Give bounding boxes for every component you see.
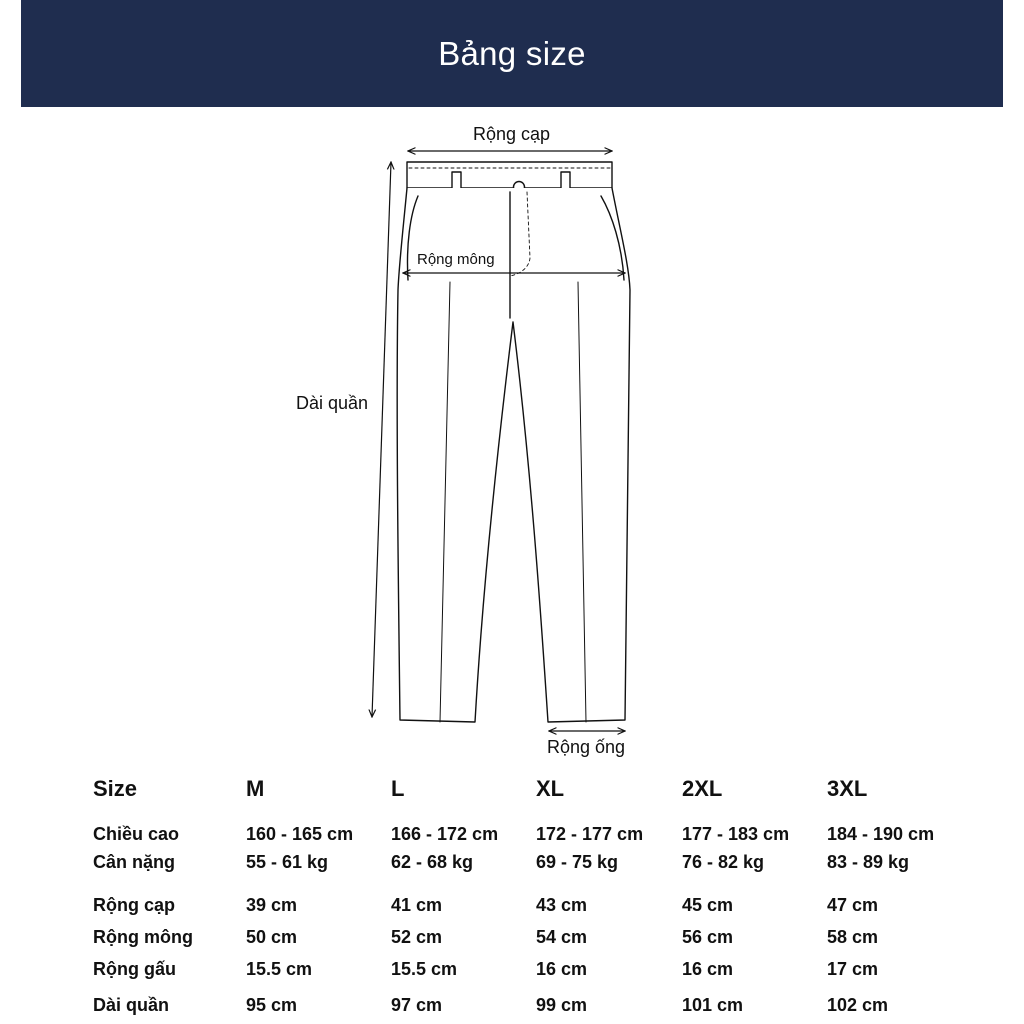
table-header-row	[93, 776, 973, 810]
table-cell: 54 cm	[536, 927, 588, 947]
table-cell: 16 cm	[682, 959, 734, 979]
table-cell: 56 cm	[682, 927, 734, 947]
table-row	[93, 824, 973, 852]
table-cell: 43 cm	[536, 895, 588, 915]
row-label: Dài quần	[93, 995, 170, 1015]
table-cell: 177 - 183 cm	[682, 824, 790, 844]
length-label: Dài quần	[296, 393, 369, 413]
hem-label: Rộng ống	[547, 737, 626, 757]
table-cell: 50 cm	[246, 927, 298, 947]
table-cell: 166 - 172 cm	[391, 824, 499, 844]
pants-outline	[397, 188, 630, 722]
row-label: Cân nặng	[93, 852, 176, 872]
table-row	[93, 852, 973, 880]
table-cell: 184 - 190 cm	[827, 824, 935, 844]
table-cell: 99 cm	[536, 995, 588, 1015]
table-cell: 62 - 68 kg	[391, 852, 474, 872]
table-cell: 69 - 75 kg	[536, 852, 619, 872]
table-row	[93, 895, 973, 927]
row-label: Rộng gấu	[93, 959, 176, 979]
waistband	[407, 162, 612, 188]
waist-label: Rộng cạp	[473, 124, 551, 144]
table-cell: 16 cm	[536, 959, 588, 979]
table-cell: 160 - 165 cm	[246, 824, 354, 844]
table-cell: 15.5 cm	[246, 959, 313, 979]
table-cell: 15.5 cm	[391, 959, 458, 979]
size-table	[93, 776, 973, 1023]
table-cell: 41 cm	[391, 895, 443, 915]
table-cell: 172 - 177 cm	[536, 824, 644, 844]
table-cell: 95 cm	[246, 995, 298, 1015]
table-cell: 102 cm	[827, 995, 889, 1015]
header-cell: L	[391, 776, 405, 801]
header-cell: 2XL	[682, 776, 723, 801]
table-cell: 83 - 89 kg	[827, 852, 910, 872]
length-arrow	[372, 162, 391, 717]
table-cell: 39 cm	[246, 895, 298, 915]
table-row	[93, 959, 973, 995]
table-cell: 52 cm	[391, 927, 443, 947]
table-cell: 97 cm	[391, 995, 443, 1015]
table-cell: 76 - 82 kg	[682, 852, 765, 872]
table-cell: 45 cm	[682, 895, 734, 915]
hip-label: Rộng mông	[417, 251, 495, 268]
header-cell: M	[246, 776, 265, 801]
table-cell: 55 - 61 kg	[246, 852, 329, 872]
table-cell: 17 cm	[827, 959, 879, 979]
row-label: Chiều cao	[93, 824, 180, 844]
page-title: Bảng size	[438, 34, 586, 72]
row-label: Rộng mông	[93, 927, 193, 947]
row-label: Rộng cạp	[93, 895, 176, 915]
table-cell: 47 cm	[827, 895, 879, 915]
table-row	[93, 927, 973, 959]
header-cell: Size	[93, 776, 138, 801]
table-cell: 58 cm	[827, 927, 879, 947]
header-cell: XL	[536, 776, 565, 801]
table-row	[93, 995, 973, 1023]
header-cell: 3XL	[827, 776, 868, 801]
table-cell: 101 cm	[682, 995, 744, 1015]
